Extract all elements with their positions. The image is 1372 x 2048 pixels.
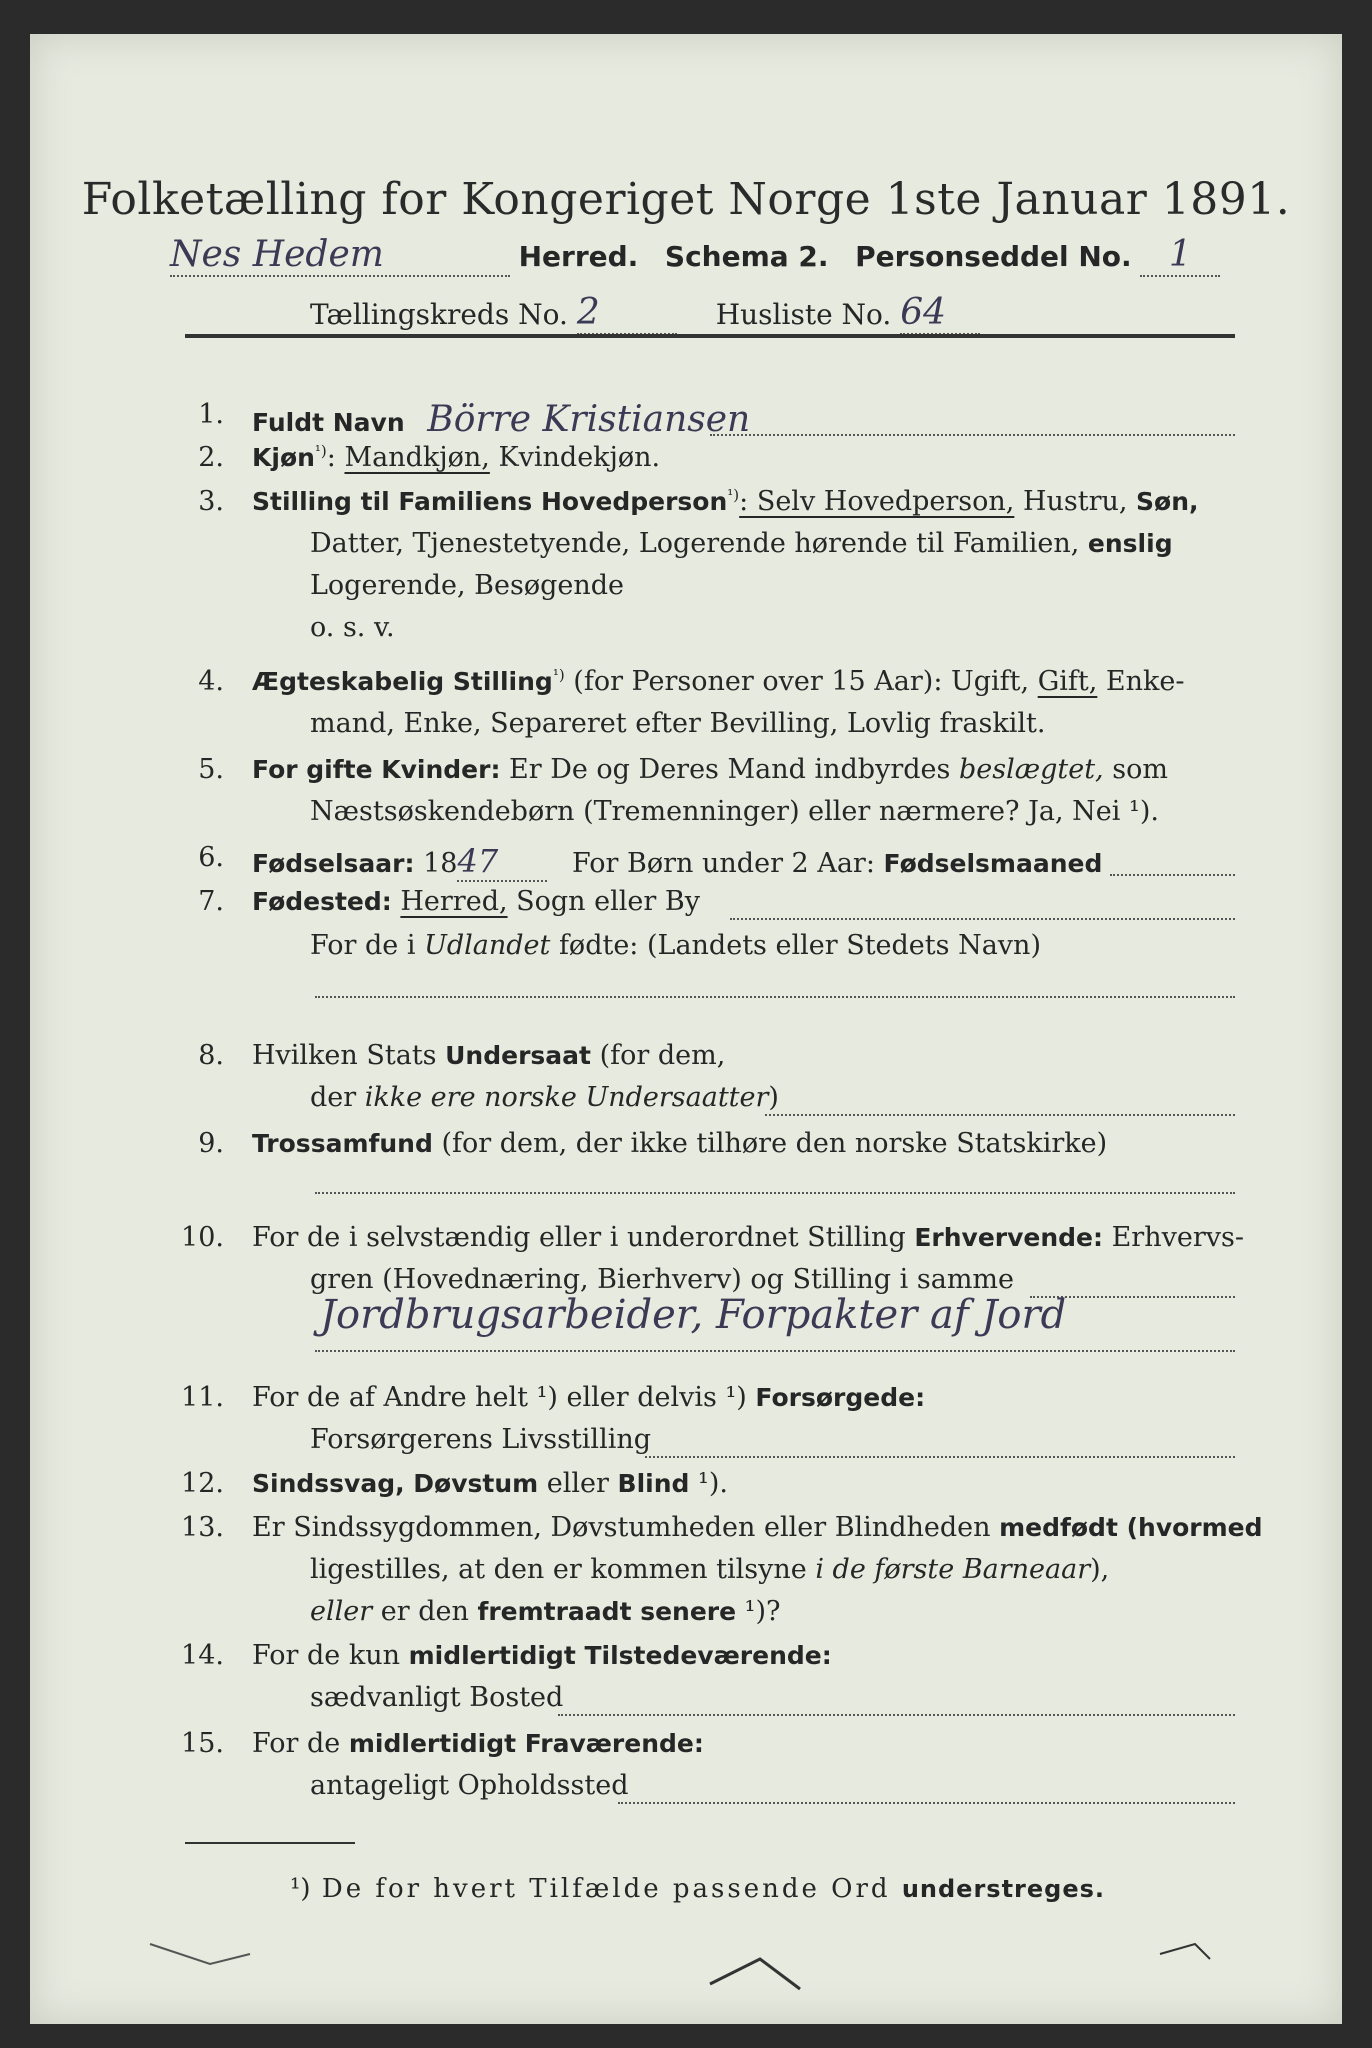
item-2: [252, 442, 660, 473]
item-3-text-d: enslig: [1087, 529, 1173, 558]
item-8-text-d: ): [768, 1082, 779, 1113]
item-4: [252, 666, 1184, 697]
item-3: [252, 486, 1199, 517]
item-9-label: Trossamfund: [252, 1129, 433, 1158]
item-6-number: 6.: [198, 842, 224, 873]
item-6-label: Fødselsaar:: [252, 849, 415, 878]
item-12-label-a: Sindssvag, Døvstum: [252, 1469, 539, 1498]
item-1-dotline: [710, 434, 1235, 436]
item-8-text-b: (for dem,: [590, 1040, 726, 1071]
item-3-line-2: [310, 528, 1173, 559]
header-divider: [185, 334, 1235, 338]
item-7-selected: Herred,: [400, 886, 508, 917]
item-5: [252, 754, 1168, 785]
item-13-text-f: ¹)?: [736, 1596, 781, 1627]
item-10-number: 10.: [181, 1222, 224, 1253]
item-7-dotline: [730, 918, 1235, 920]
item-6-dotline: [1110, 874, 1235, 876]
item-11-label: Forsørgede:: [755, 1383, 926, 1412]
item-12-text-b: ¹).: [689, 1468, 728, 1499]
item-8-text-a: Hvilken Stats: [252, 1040, 446, 1071]
item-7-text-b: For de i: [310, 930, 425, 961]
item-3-selected: : Selv Hovedperson,: [739, 486, 1015, 517]
item-3-label: Stilling til Familiens Hovedperson: [252, 487, 728, 516]
herred-value: Nes Hedem: [170, 234, 384, 275]
item-3-line-4: o. s. v.: [310, 612, 395, 643]
item-2-selected: Mandkjøn,: [344, 442, 490, 473]
birth-year-field: [457, 842, 547, 882]
footnote-rule: [185, 1842, 355, 1844]
pen-marks: [110, 1914, 1260, 2004]
item-11-line-2: Forsørgerens Livsstilling: [310, 1424, 652, 1455]
item-4-text-b: Enke-: [1097, 666, 1185, 697]
item-4-selected: Gift,: [1037, 666, 1098, 697]
item-8-text-c: der: [310, 1082, 365, 1113]
item-15-label: midlertidigt Fraværende:: [348, 1729, 704, 1758]
item-15-dotline: [618, 1802, 1235, 1804]
item-4-sup: ¹): [552, 666, 565, 684]
item-7: [252, 886, 700, 917]
item-4-text-a: (for Personer over 15 Aar): Ugift,: [564, 666, 1038, 697]
kreds-label: Tællingskreds No.: [310, 298, 568, 331]
item-13-italic: i de første Barneaar: [815, 1554, 1091, 1585]
item-3-line-3: Logerende, Besøgende: [310, 570, 624, 601]
personseddel-value: 1: [1168, 234, 1192, 275]
item-13: [252, 1512, 1263, 1543]
item-7-line-2: [310, 930, 1041, 961]
personseddel-field: [1140, 234, 1220, 277]
item-13-label-a: medfødt: [999, 1513, 1118, 1542]
footnote-mark: ¹): [290, 1874, 311, 1904]
item-8-dotline: [765, 1114, 1235, 1116]
item-9-text: (for dem, der ikke tilhøre den norske Statskirke): [432, 1128, 1108, 1159]
item-1: [252, 399, 750, 440]
item-14-label: midlertidigt Tilstedeværende:: [408, 1641, 832, 1670]
item-6-label-b: Fødselsmaaned: [883, 849, 1103, 878]
husliste-value: 64: [900, 292, 947, 333]
item-6-text-b: For Børn under 2 Aar:: [572, 848, 884, 879]
item-8-label: Undersaat: [445, 1041, 591, 1070]
item-5-text-b: som: [1103, 754, 1168, 785]
item-7-label: Fødested:: [252, 887, 392, 916]
personseddel-label: Personseddel No.: [855, 240, 1132, 273]
kreds-line: [310, 292, 980, 335]
item-13-text-a: Er Sindssygdommen, Døvstumheden eller Blindheden: [252, 1512, 1000, 1543]
item-2-rest: Kvindekjøn.: [489, 442, 661, 473]
item-14-number: 14.: [181, 1640, 224, 1671]
husliste-label: Husliste No.: [715, 298, 892, 331]
item-8-italic: ikke ere norske Undersaatter: [364, 1082, 769, 1113]
schema-label: Schema 2.: [664, 240, 829, 273]
item-9: [252, 1128, 1107, 1159]
item-8: [252, 1040, 725, 1071]
item-7-text-c: fødte: (Landets eller Stedets Navn): [550, 930, 1041, 961]
item-12-label-b: Blind: [617, 1469, 690, 1498]
item-15-text-a: For de: [252, 1728, 349, 1759]
item-10-answer-dotline: [315, 1350, 1235, 1352]
item-12-number: 12.: [181, 1468, 224, 1499]
footnote-bold: understreges.: [901, 1875, 1106, 1903]
item-6: [252, 842, 1102, 882]
item-2-colon: :: [326, 442, 345, 473]
item-2-label: Kjøn: [252, 443, 315, 472]
footnote-text: De for hvert Tilfælde passende Ord: [310, 1874, 902, 1904]
item-3-text-c: Datter, Tjenestetyende, Logerende hørende til Familien,: [310, 528, 1088, 559]
kreds-field: [577, 292, 677, 335]
item-3-text-a: Hustru,: [1014, 486, 1137, 517]
item-11-dotline: [645, 1456, 1235, 1458]
item-2-sup: ¹): [314, 442, 327, 460]
item-8-line-2: [310, 1082, 779, 1113]
item-14: [252, 1640, 832, 1671]
item-1-label: Fuldt Navn: [252, 408, 405, 437]
item-10-text-a: For de i selvstændig eller i underordnet Stilling: [252, 1222, 915, 1253]
item-11-number: 11.: [181, 1382, 224, 1413]
item-7-text-a: Sogn eller By: [507, 886, 700, 917]
item-4-label: Ægteskabelig Stilling: [252, 667, 553, 696]
item-12: [252, 1468, 728, 1499]
form-title: Folketælling for Kongeriget Norge 1ste Januar 1891.: [81, 174, 1291, 225]
herred-label: Herred.: [518, 240, 639, 273]
item-14-dotline: [558, 1714, 1235, 1716]
item-3-number: 3.: [198, 486, 224, 517]
herred-line: [170, 234, 1220, 277]
item-15-line-2: antageligt Opholdssted: [310, 1770, 629, 1801]
item-8-number: 8.: [198, 1040, 224, 1071]
item-5-label: For gifte Kvinder:: [252, 755, 501, 784]
birth-year-value: 47: [457, 842, 499, 880]
item-10-label: Erhvervende:: [914, 1223, 1104, 1252]
item-9-answer-dotline: [315, 1192, 1235, 1194]
item-13-text-e: er den: [372, 1596, 478, 1627]
full-name-value: Börre Kristiansen: [427, 399, 751, 440]
item-13-number: 13.: [181, 1512, 224, 1543]
item-11: [252, 1382, 925, 1413]
item-13-line-2: [310, 1554, 1109, 1585]
item-4-line-2: mand, Enke, Separeret efter Bevilling, Lovlig fraskilt.: [310, 708, 1046, 739]
husliste-field: [900, 292, 980, 335]
item-9-number: 9.: [198, 1128, 224, 1159]
item-13-label-b: fremtraadt senere: [477, 1597, 737, 1626]
item-2-number: 2.: [198, 442, 224, 473]
item-4-number: 4.: [198, 666, 224, 697]
item-13-line-3: [310, 1596, 781, 1627]
item-1-number: 1.: [198, 399, 224, 430]
item-15: [252, 1728, 704, 1759]
occupation-value: Jordbrugsarbeider, Forpakter af Jord: [320, 1292, 1067, 1338]
item-7-answer-dotline: [315, 996, 1235, 998]
item-3-sup: ¹): [727, 486, 740, 504]
census-form-sheet: [30, 34, 1342, 2024]
item-10-text-b: Erhvervs-: [1103, 1222, 1244, 1253]
item-12-text-a: eller: [538, 1468, 618, 1499]
item-13-text-d: ),: [1090, 1554, 1110, 1585]
item-6-prefix: 18: [414, 848, 458, 879]
item-13-text-b: (hvormed: [1117, 1513, 1263, 1542]
item-14-line-2: sædvanligt Bosted: [310, 1682, 564, 1713]
herred-field: [170, 234, 510, 277]
item-10-line-2: gren (Hovednæring, Bierhverv) og Stilling i samme: [310, 1264, 1015, 1295]
item-7-number: 7.: [198, 886, 224, 917]
item-7-italic: Udlandet: [424, 930, 551, 961]
item-5-number: 5.: [198, 754, 224, 785]
item-10: [252, 1222, 1244, 1253]
item-11-text-a: For de af Andre helt ¹) eller delvis ¹): [252, 1382, 756, 1413]
item-13-text-c: ligestilles, at den er kommen tilsyne: [310, 1554, 816, 1585]
item-5-italic: beslægtet,: [958, 754, 1104, 785]
item-15-number: 15.: [181, 1728, 224, 1759]
item-13-italic-2: eller: [310, 1596, 373, 1627]
item-3-text-b: Søn,: [1136, 487, 1199, 516]
item-14-text-a: For de kun: [252, 1640, 409, 1671]
kreds-value: 2: [576, 292, 600, 333]
item-5-text-a: Er De og Deres Mand indbyrdes: [500, 754, 959, 785]
footnote: [290, 1874, 1105, 1904]
item-5-line-2: Næstsøskendebørn (Tremenninger) eller nærmere? Ja, Nei ¹).: [310, 796, 1159, 827]
